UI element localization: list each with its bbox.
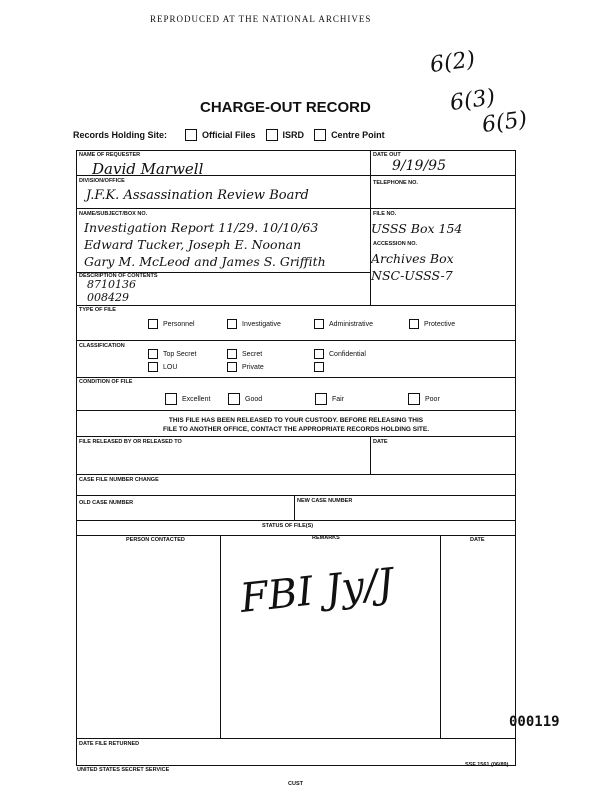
type-of-file-label: TYPE OF FILE: [79, 307, 116, 313]
checkbox-icon[interactable]: [227, 319, 237, 329]
checkbox-icon[interactable]: [314, 349, 324, 359]
class-private[interactable]: Private: [227, 362, 264, 372]
new-case-label: NEW CASE NUMBER: [297, 498, 353, 504]
archive-stamp: REPRODUCED AT THE NATIONAL ARCHIVES: [150, 14, 372, 24]
subject-label: NAME/SUBJECT/BOX NO.: [79, 211, 148, 217]
returned-label: DATE FILE RETURNED: [79, 741, 140, 747]
requester-name[interactable]: David Marwell: [92, 160, 204, 178]
class-lou[interactable]: LOU: [148, 362, 177, 372]
type-personnel[interactable]: Personnel: [148, 319, 195, 329]
margin-mark-1: 6(2): [428, 46, 477, 79]
cond-excellent[interactable]: Excellent: [165, 393, 210, 405]
form-number: SSF 1561 (06/89): [465, 762, 509, 768]
type-protective[interactable]: Protective: [409, 319, 455, 329]
type-administrative[interactable]: Administrative: [314, 319, 373, 329]
bottom-mark: CUST: [288, 781, 303, 787]
cond-fair[interactable]: Fair: [315, 393, 344, 405]
checkbox-icon[interactable]: [185, 129, 197, 141]
cond-poor[interactable]: Poor: [408, 393, 440, 405]
released-date-label: DATE: [373, 439, 388, 445]
checkbox-icon[interactable]: [227, 362, 237, 372]
case-change-label: CASE FILE NUMBER CHANGE: [79, 477, 159, 483]
contents-value[interactable]: 8710136 008429: [87, 278, 136, 304]
division-value[interactable]: J.F.K. Assassination Review Board: [86, 188, 309, 203]
class-confidential[interactable]: Confidential: [314, 349, 366, 359]
name-label: NAME OF REQUESTER: [79, 152, 141, 158]
class-secret[interactable]: Secret: [227, 349, 262, 359]
division-label: DIVISION/OFFICE: [79, 178, 125, 184]
col-person-contacted: PERSON CONTACTED: [126, 537, 185, 543]
released-label: FILE RELEASED BY OR RELEASED TO: [79, 439, 182, 445]
accession-label: ACCESSION NO.: [373, 241, 418, 247]
col-date: DATE: [470, 537, 485, 543]
file-no-label: FILE NO.: [373, 211, 397, 217]
file-no-value[interactable]: USSS Box 154: [371, 221, 463, 236]
cond-good[interactable]: Good: [228, 393, 262, 405]
type-investigative[interactable]: Investigative: [227, 319, 281, 329]
checkbox-icon[interactable]: [266, 129, 278, 141]
checkbox-icon[interactable]: [314, 362, 324, 372]
date-out-value[interactable]: 9/19/95: [392, 158, 446, 174]
checkbox-icon[interactable]: [315, 393, 327, 405]
holding-site-label: Records Holding Site:: [73, 130, 168, 140]
margin-mark-2: 6(3): [448, 84, 497, 117]
old-case-label: OLD CASE NUMBER: [79, 500, 134, 506]
footer-agency: UNITED STATES SECRET SERVICE: [77, 767, 170, 773]
document-number: 000119: [509, 714, 560, 730]
telephone-label: TELEPHONE NO.: [373, 180, 418, 186]
date-out-label: DATE OUT: [373, 152, 401, 158]
checkbox-icon[interactable]: [148, 319, 158, 329]
class-other[interactable]: [314, 362, 329, 372]
checkbox-icon[interactable]: [165, 393, 177, 405]
checkbox-icon[interactable]: [228, 393, 240, 405]
margin-mark-3: 6(5): [480, 106, 529, 139]
subject-value[interactable]: Investigation Report 11/29. 10/10/63 Edward Tucker, Joseph E. Noonan Gary M. McLeod and James S. Griffith: [84, 220, 326, 269]
accession-value[interactable]: Archives Box NSC-USSS-7: [371, 251, 454, 283]
handwritten-note: FBI Jy/J: [238, 560, 396, 622]
col-remarks: REMARKS: [312, 535, 340, 541]
checkbox-icon[interactable]: [314, 319, 324, 329]
checkbox-icon[interactable]: [148, 349, 158, 359]
checkbox-icon[interactable]: [409, 319, 419, 329]
checkbox-icon[interactable]: [227, 349, 237, 359]
page-title: CHARGE-OUT RECORD: [200, 99, 371, 116]
condition-label: CONDITION OF FILE: [79, 379, 133, 385]
checkbox-icon[interactable]: [314, 129, 326, 141]
holding-site-centre-point[interactable]: Centre Point: [314, 129, 385, 141]
classification-label: CLASSIFICATION: [79, 343, 125, 349]
holding-site-row: [73, 129, 385, 141]
checkbox-icon[interactable]: [148, 362, 158, 372]
custody-notice: THIS FILE HAS BEEN RELEASED TO YOUR CUSTODY. BEFORE RELEASING THIS FILE TO ANOTHER OFFICE, CONTACT THE APPROPRIATE RECORDS HOLDING SITE.: [162, 417, 430, 433]
status-label: STATUS OF FILE(S): [262, 523, 314, 529]
class-top-secret[interactable]: Top Secret: [148, 349, 196, 359]
holding-site-isrd[interactable]: ISRD: [266, 129, 305, 141]
holding-site-official[interactable]: Official Files: [185, 129, 256, 141]
contents-label: DESCRIPTION OF CONTENTS: [79, 273, 158, 279]
checkbox-icon[interactable]: [408, 393, 420, 405]
